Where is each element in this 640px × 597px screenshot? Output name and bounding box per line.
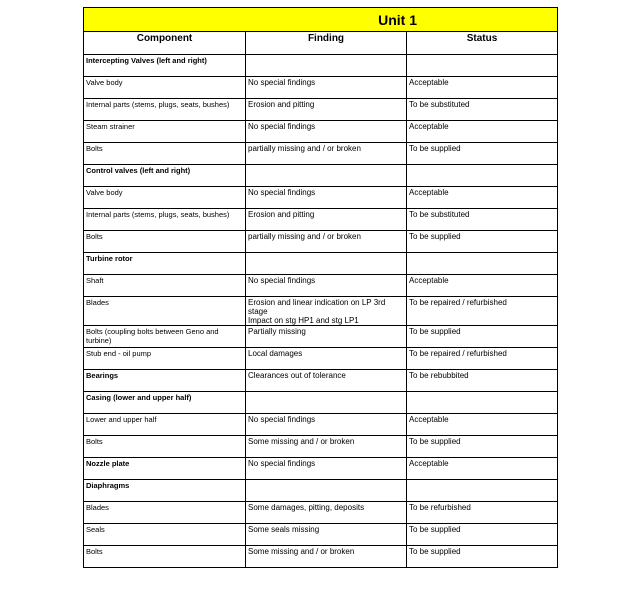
finding-cell: No special findings — [246, 77, 407, 99]
section-row — [84, 253, 558, 275]
finding-cell: Local damages — [246, 348, 407, 370]
finding-cell: partially missing and / or broken — [246, 143, 407, 165]
table-row — [84, 143, 558, 165]
finding-cell: Clearances out of tolerance — [246, 370, 407, 392]
component-cell: Valve body — [84, 77, 246, 99]
section-row — [84, 165, 558, 187]
component-cell: Bolts (coupling bolts between Geno and turbine) — [84, 326, 246, 348]
component-cell: Intercepting Valves (left and right) — [84, 55, 246, 77]
component-cell: Diaphragms — [84, 480, 246, 502]
table-row — [84, 297, 558, 326]
status-cell: To be substituted — [407, 209, 558, 231]
component-cell: Valve body — [84, 187, 246, 209]
finding-cell: No special findings — [246, 458, 407, 480]
component-cell: Bearings — [84, 370, 246, 392]
table-row — [84, 436, 558, 458]
status-cell: To be repaired / refurbished — [407, 348, 558, 370]
status-cell — [407, 165, 558, 187]
table-row — [84, 546, 558, 568]
section-row — [84, 458, 558, 480]
component-cell: Control valves (left and right) — [84, 165, 246, 187]
table-row — [84, 77, 558, 99]
component-cell: Bolts — [84, 436, 246, 458]
component-cell: Lower and upper half — [84, 414, 246, 436]
component-cell: Casing (lower and upper half) — [84, 392, 246, 414]
table-row — [84, 414, 558, 436]
inspection-table — [83, 7, 558, 568]
column-header-component: Component — [84, 32, 246, 55]
finding-cell: Some damages, pitting, deposits — [246, 502, 407, 524]
status-cell: To be supplied — [407, 524, 558, 546]
table-row — [84, 275, 558, 297]
finding-cell: No special findings — [246, 121, 407, 143]
table-row — [84, 209, 558, 231]
component-cell: Internal parts (stems, plugs, seats, bushes) — [84, 99, 246, 121]
status-cell: To be substituted — [407, 99, 558, 121]
column-header-status: Status — [407, 32, 558, 55]
finding-cell — [246, 480, 407, 502]
component-cell: Bolts — [84, 546, 246, 568]
finding-cell: Partially missing — [246, 326, 407, 348]
status-cell: Acceptable — [407, 187, 558, 209]
table-row — [84, 231, 558, 253]
status-cell: To be refurbished — [407, 502, 558, 524]
table-row — [84, 326, 558, 348]
status-cell: Acceptable — [407, 458, 558, 480]
table-row — [84, 99, 558, 121]
status-cell — [407, 253, 558, 275]
status-cell: To be supplied — [407, 436, 558, 458]
finding-cell — [246, 165, 407, 187]
component-cell: Blades — [84, 502, 246, 524]
table-row — [84, 187, 558, 209]
component-cell: Blades — [84, 297, 246, 326]
title-row — [84, 8, 558, 32]
status-cell — [407, 392, 558, 414]
finding-cell — [246, 55, 407, 77]
section-row — [84, 480, 558, 502]
status-cell: To be supplied — [407, 546, 558, 568]
inspection-table-sheet — [83, 7, 557, 568]
table-row — [84, 524, 558, 546]
component-cell: Internal parts (stems, plugs, seats, bushes) — [84, 209, 246, 231]
status-cell — [407, 55, 558, 77]
component-cell: Stub end - oil pump — [84, 348, 246, 370]
finding-cell: Erosion and pitting — [246, 209, 407, 231]
component-cell: Steam strainer — [84, 121, 246, 143]
section-row — [84, 55, 558, 77]
component-cell: Bolts — [84, 231, 246, 253]
component-cell: Shaft — [84, 275, 246, 297]
finding-cell — [246, 253, 407, 275]
status-cell: Acceptable — [407, 77, 558, 99]
status-cell: To be rebubbited — [407, 370, 558, 392]
status-cell: Acceptable — [407, 121, 558, 143]
finding-cell: Erosion and linear indication on LP 3rd stage Impact on stg HP1 and stg LP1 — [246, 297, 407, 326]
finding-cell: Erosion and pitting — [246, 99, 407, 121]
status-cell: To be supplied — [407, 143, 558, 165]
column-header-finding: Finding — [246, 32, 407, 55]
finding-cell: No special findings — [246, 414, 407, 436]
component-cell: Seals — [84, 524, 246, 546]
status-cell — [407, 480, 558, 502]
finding-cell — [246, 392, 407, 414]
header-row — [84, 32, 558, 55]
status-cell: Acceptable — [407, 414, 558, 436]
section-row — [84, 370, 558, 392]
status-cell: To be supplied — [407, 326, 558, 348]
finding-cell: Some missing and / or broken — [246, 546, 407, 568]
component-cell: Turbine rotor — [84, 253, 246, 275]
finding-cell: Some seals missing — [246, 524, 407, 546]
component-cell: Nozzle plate — [84, 458, 246, 480]
section-row — [84, 392, 558, 414]
table-row — [84, 121, 558, 143]
table-row — [84, 348, 558, 370]
finding-cell: Some missing and / or broken — [246, 436, 407, 458]
status-cell: To be repaired / refurbished — [407, 297, 558, 326]
finding-cell: partially missing and / or broken — [246, 231, 407, 253]
finding-cell: No special findings — [246, 275, 407, 297]
status-cell: To be supplied — [407, 231, 558, 253]
component-cell: Bolts — [84, 143, 246, 165]
finding-cell: No special findings — [246, 187, 407, 209]
table-row — [84, 502, 558, 524]
status-cell: Acceptable — [407, 275, 558, 297]
table-title: Unit 1 — [84, 8, 558, 32]
